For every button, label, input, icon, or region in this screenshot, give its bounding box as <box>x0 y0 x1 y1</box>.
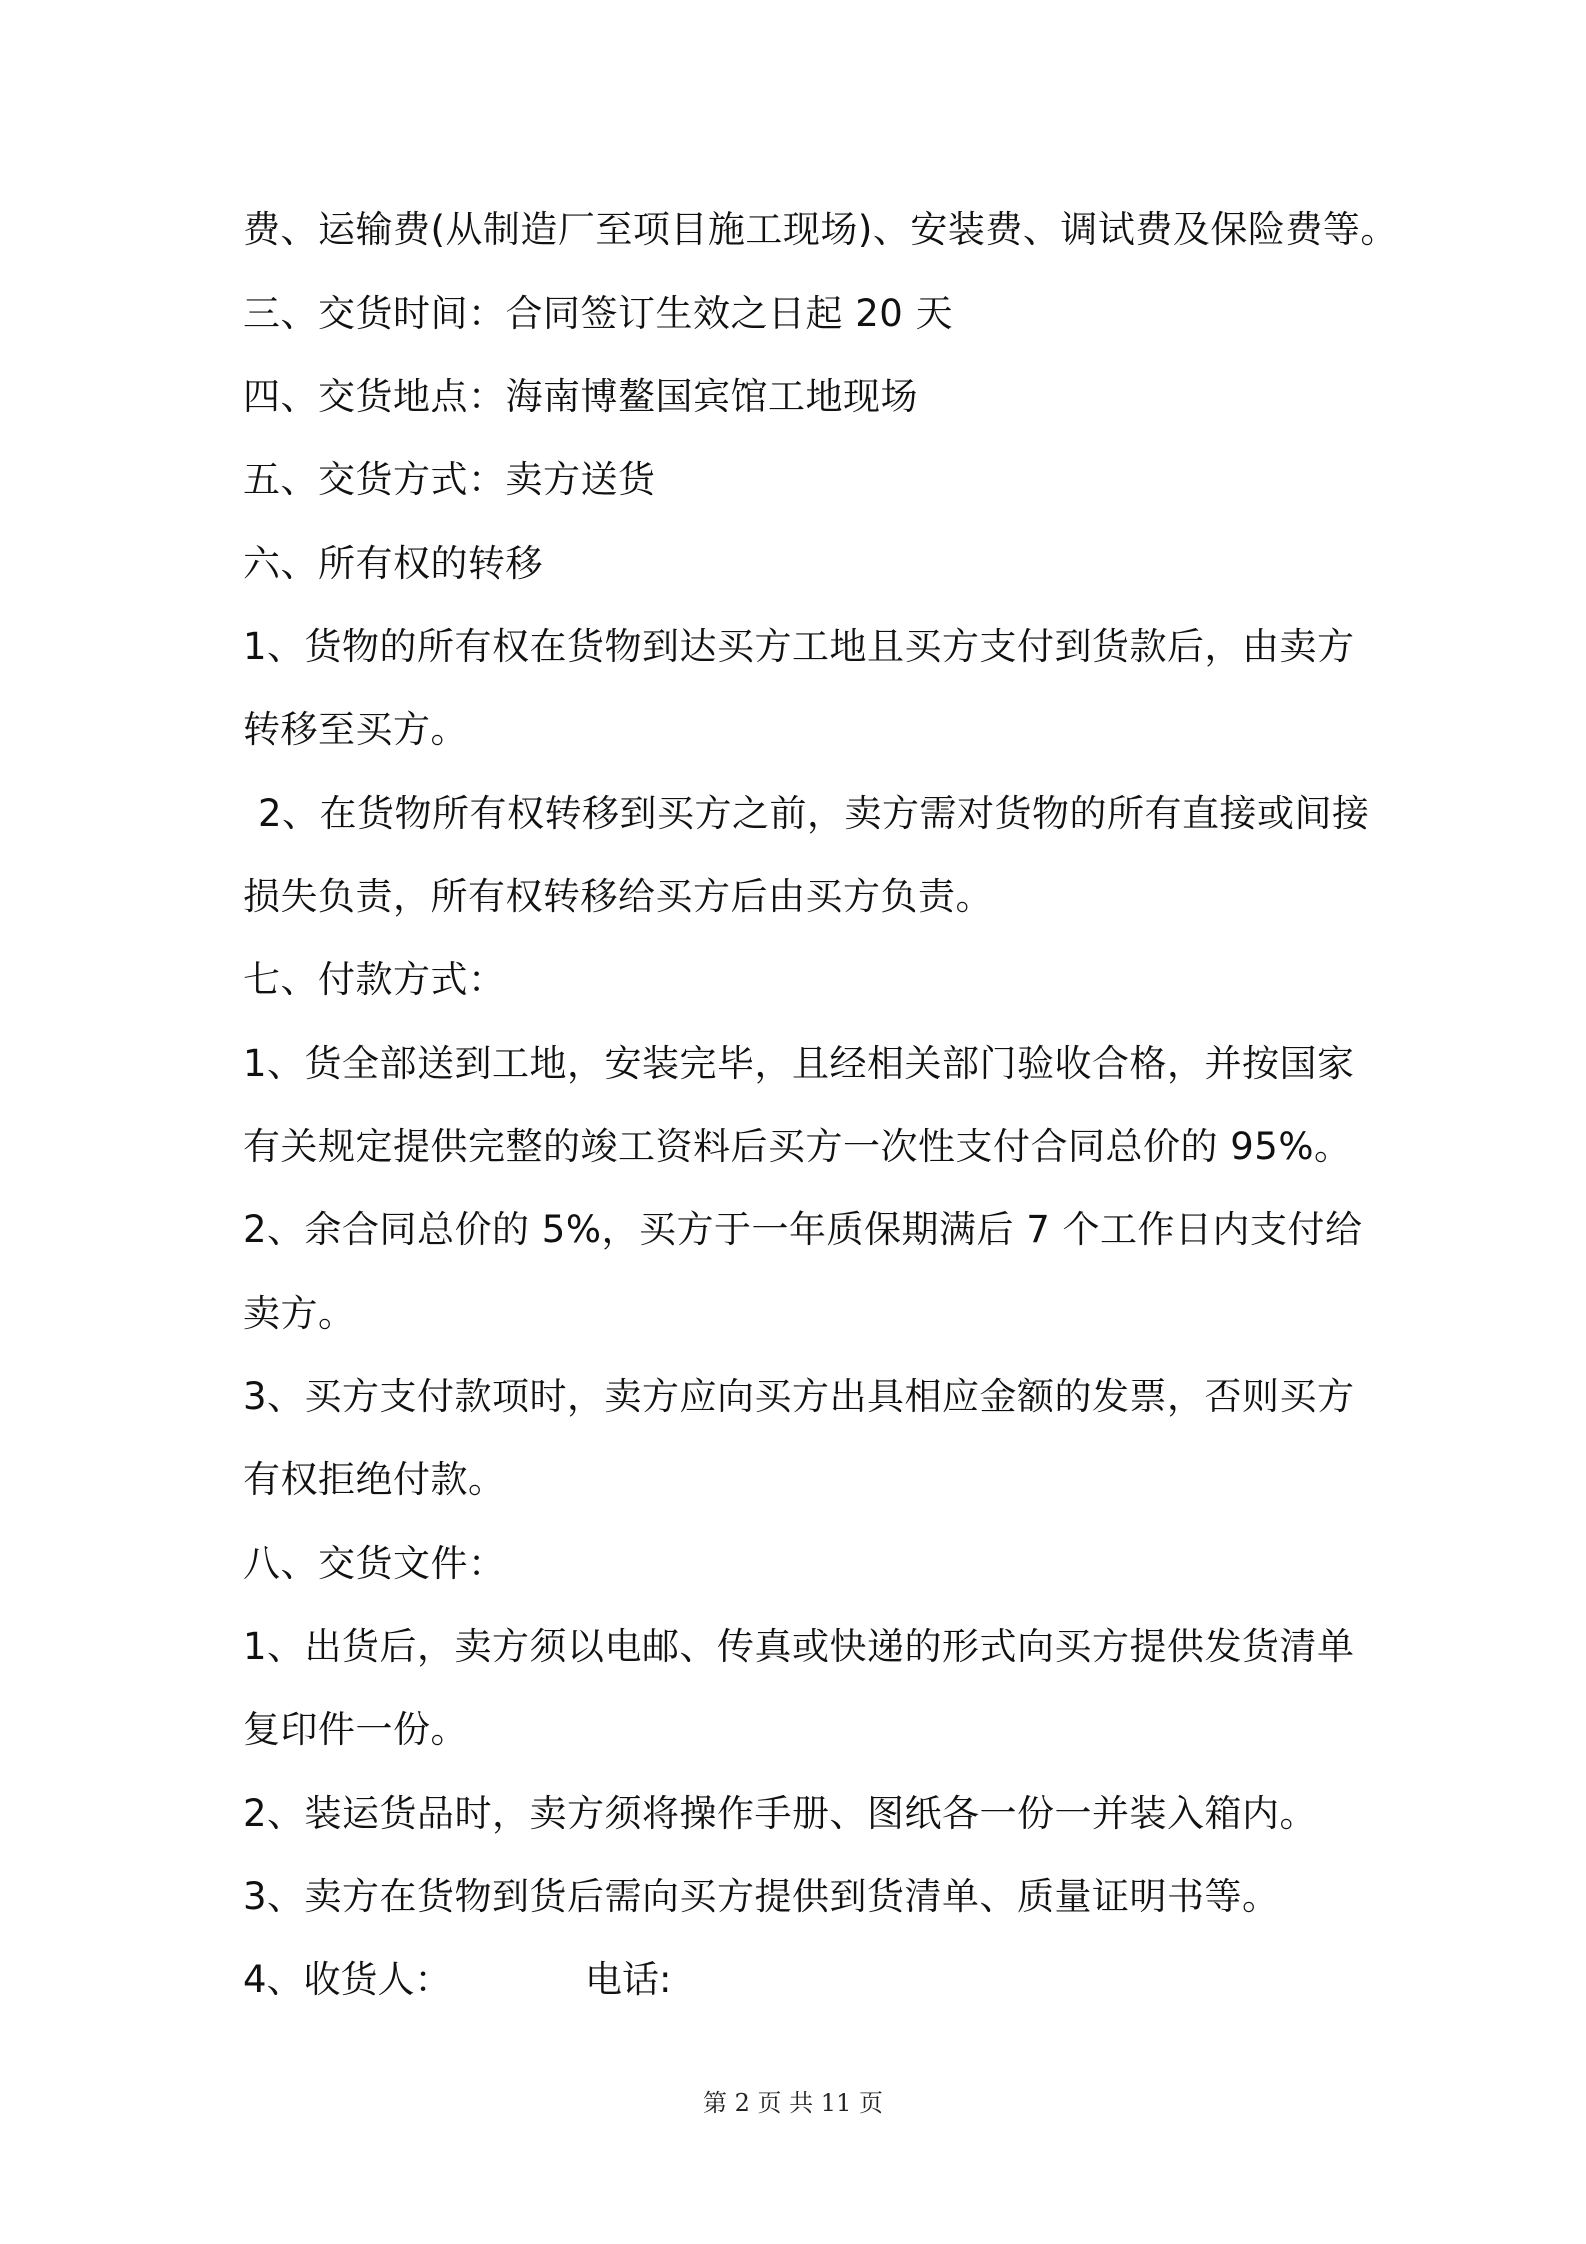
text-line: 转移至买方。 <box>243 708 468 751</box>
text-line: 2、装运货品时，卖方须将操作手册、图纸各一份一并装入箱内。 <box>243 1792 1318 1835</box>
text-line: 三、交货时间：合同签订生效之日起 20 天 <box>243 292 954 335</box>
text-line: 卖方。 <box>243 1292 356 1335</box>
text-line: 3、卖方在货物到货后需向买方提供到货清单、质量证明书等。 <box>243 1875 1280 1918</box>
text-line: 2、余合同总价的 5%，买方于一年质保期满后 7 个工作日内支付给 <box>243 1208 1363 1251</box>
text-line: 有权拒绝付款。 <box>243 1458 506 1501</box>
text-line: 1、货全部送到工地，安装完毕，且经相关部门验收合格，并按国家 <box>243 1042 1355 1085</box>
section-heading: 八、交货文件： <box>243 1542 506 1585</box>
receiver-label: 4、收货人： <box>243 1958 452 2001</box>
text-line: 损失负责，所有权转移给买方后由买方负责。 <box>243 875 993 918</box>
phone-label: 电话: <box>585 1958 672 2001</box>
text-line: 四、交货地点：海南博鳌国宾馆工地现场 <box>243 375 918 418</box>
text-line: 1、货物的所有权在货物到达买方工地且买方支付到货款后，由卖方 <box>243 625 1355 668</box>
section-heading: 六、所有权的转移 <box>243 542 543 585</box>
text-line: 复印件一份。 <box>243 1708 468 1751</box>
text-line: 3、买方支付款项时，卖方应向买方出具相应金额的发票，否则买方 <box>243 1375 1355 1418</box>
text-line: 2、在货物所有权转移到买方之前，卖方需对货物的所有直接或间接 <box>258 792 1370 835</box>
page-footer: 第 2 页 共 11 页 <box>703 2089 883 2117</box>
section-heading: 七、付款方式： <box>243 958 506 1001</box>
text-line: 有关规定提供完整的竣工资料后买方一次性支付合同总价的 95%。 <box>243 1125 1352 1168</box>
text-line: 费、运输费(从制造厂至项目施工现场)、安装费、调试费及保险费等。 <box>243 208 1398 251</box>
text-line: 1、出货后，卖方须以电邮、传真或快递的形式向买方提供发货清单 <box>243 1625 1355 1668</box>
text-line: 五、交货方式：卖方送货 <box>243 458 656 501</box>
